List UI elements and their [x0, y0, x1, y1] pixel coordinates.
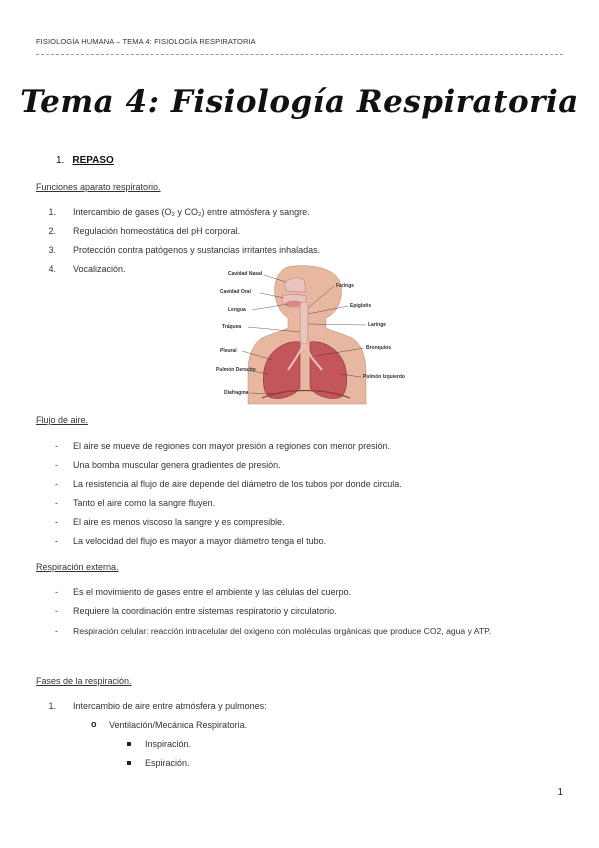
list-item: Ventilación/Mecánica Respiratoria. — [109, 720, 248, 730]
section-number: 1. — [56, 155, 65, 166]
label-laringe: Laringe — [368, 322, 387, 328]
square-bullet — [127, 761, 131, 765]
dash-bullet: - — [55, 606, 58, 616]
dash-bullet: - — [55, 626, 58, 636]
list-item: La resistencia al flujo de aire depende del diámetro de los tubos por donde circula. — [73, 479, 402, 489]
list-item: El aire se mueve de regiones con mayor presión a regiones con menor presión. — [73, 441, 391, 451]
list-item: El aire es menos viscoso la sangre y es compresible. — [73, 517, 285, 527]
list-item: La velocidad del flujo es mayor a mayor diámetro tenga el tubo. — [73, 536, 327, 546]
list-item: Regulación homeostática del pH corporal. — [73, 226, 241, 236]
dash-bullet: - — [55, 536, 58, 546]
section-label: REPASO — [72, 155, 114, 166]
label-diafragma: Diafragma — [224, 390, 249, 396]
list-item: Inspiración. — [145, 739, 192, 749]
dash-bullet: - — [55, 441, 58, 451]
running-header: FISIOLOGÍA HUMANA – TEMA 4: FISIOLOGÍA RESPIRATORIA — [36, 37, 256, 46]
list-number: 1. — [48, 207, 56, 217]
label-epiglotis: Epiglotis — [350, 303, 372, 309]
list-number: 2. — [48, 226, 56, 236]
list-number: 4. — [48, 264, 56, 274]
page-title: Tema 4: Fisiología Respiratoria — [20, 84, 579, 120]
label-bronquios: Bronquios — [366, 345, 391, 351]
list-item: Espiración. — [145, 758, 190, 768]
square-bullet — [127, 742, 131, 746]
list-number: 1. — [48, 701, 56, 711]
externa-heading: Respiración externa. — [36, 562, 119, 572]
label-pleural: Pleural — [220, 348, 237, 354]
section-heading-repaso — [56, 155, 114, 166]
respiratory-system-diagram — [216, 262, 405, 408]
dash-bullet: - — [55, 517, 58, 527]
label-pulmon-izquierdo: Pulmón Izquierdo — [363, 374, 405, 380]
page-number: 1 — [557, 787, 563, 798]
label-pulmon-derecho: Pulmón Derecho — [216, 367, 256, 373]
dash-bullet: - — [55, 479, 58, 489]
dash-bullet: - — [55, 460, 58, 470]
list-item: Tanto el aire como la sangre fluyen. — [73, 498, 216, 508]
list-item: Vocalización. — [73, 264, 126, 274]
fases-heading: Fases de la respiración. — [36, 676, 132, 686]
dash-bullet: - — [55, 587, 58, 597]
list-item: Requiere la coordinación entre sistemas respiratorio y circulatorio. — [73, 606, 337, 616]
list-number: 3. — [48, 245, 56, 255]
header-divider — [36, 54, 563, 55]
list-item: Protección contra patógenos y sustancias irritantes inhaladas. — [73, 245, 321, 255]
circle-bullet: o — [91, 719, 97, 729]
funciones-heading: Funciones aparato respiratorio. — [36, 182, 161, 192]
dash-bullet: - — [55, 498, 58, 508]
label-lengua: Lengua — [228, 307, 246, 313]
label-faringe: Faringe — [336, 283, 355, 289]
list-item: Respiración celular: reacción intracelular del oxigeno con moléculas orgánicas que produce CO2, agua y ATP. — [73, 626, 492, 636]
list-item: Intercambio de aire entre atmósfera y pulmones: — [73, 701, 267, 711]
trachea — [300, 302, 308, 344]
list-item: Es el movimiento de gases entre el ambiente y las células del cuerpo. — [73, 587, 352, 597]
label-cavidad-nasal: Cavidad Nasal — [228, 271, 263, 277]
flujo-heading: Flujo de aire. — [36, 415, 89, 425]
list-item: Intercambio de gases (O₂ y CO₂) entre atmósfera y sangre. — [73, 207, 310, 217]
label-traquea: Tráquea — [222, 324, 242, 330]
label-cavidad-oral: Cavidad Oral — [220, 289, 251, 295]
list-item: Una bomba muscular genera gradientes de presión. — [73, 460, 281, 470]
